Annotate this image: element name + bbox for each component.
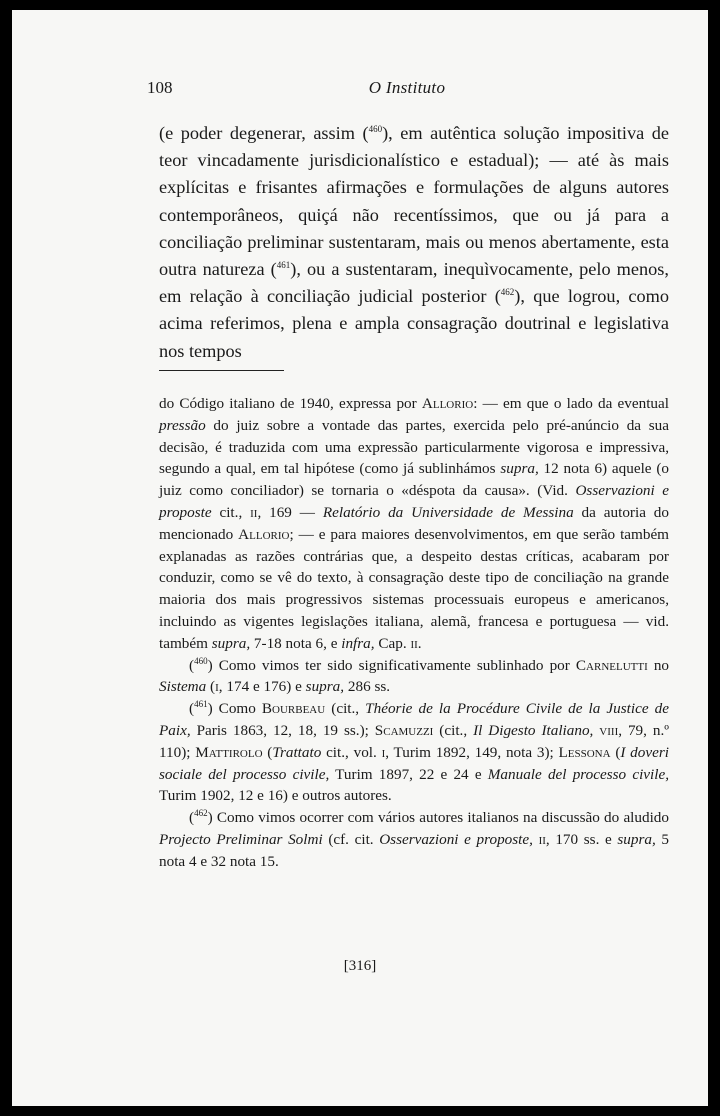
main-paragraph (159, 120, 669, 365)
text-run: (cit., (325, 700, 366, 718)
work-title: Il Digesto Italiano, (473, 721, 594, 739)
text-run: ) Como vimos ter sido significativamente sublinhado por (207, 656, 576, 674)
text-run: 286 ss. (344, 678, 391, 696)
note-ref-462: 462 (500, 287, 515, 298)
text-run: , 79, n.º 110); (159, 721, 669, 761)
note-ref-461: 461 (276, 259, 291, 270)
footnote-number: 462 (194, 808, 208, 819)
text-run: , 170 ss. e (545, 830, 618, 848)
text-run: ( (189, 809, 195, 827)
text-run: . (417, 634, 422, 652)
author-name: Scamuzzi (374, 721, 434, 739)
page-reference: [316] (343, 958, 377, 974)
text-run: do Código italiano de 1940, expressa por (159, 395, 422, 412)
text-run: 7-18 nota 6, e (250, 634, 342, 652)
italic-run: supra, (617, 830, 656, 848)
author-name: Allorio (238, 525, 290, 543)
text-run: ( (206, 678, 216, 696)
text-run: ), em autêntica solução impositiva de teor vincadamente jurisdicionalístico e estadual); — até às mais explícitas e frisantes afirmações e formulações de alguns autores contemporâneos, quiçá não recentíssimos, que ou já para a conciliação preliminar sustentaram, mais ou menos abertamente, esta outra natureza ( (159, 123, 669, 280)
text-run: (e poder degenerar, assim ( (159, 123, 369, 143)
text-run: , 169 — (257, 503, 323, 521)
italic-run: pressão (159, 416, 206, 434)
text-run: Turim 1897, 22 e 24 e (329, 765, 488, 783)
text-run: do juiz sobre a vontade das partes, exercida pelo pré-anúncio da sua decisão, é traduzida com uma expressão particularmente vigorosa e impressiva, segundo a qual, em tal hipótese (como já sublinhámos (159, 416, 669, 478)
author-name: Carnelutti (575, 656, 648, 674)
text-run: cit., (211, 503, 251, 521)
work-title: Trattato (272, 743, 322, 761)
text-run: , Turim 1892, 149, nota 3); (385, 743, 559, 761)
text-run: Paris 1863, 12, 18, 19 ss.); (190, 721, 375, 739)
work-title: Osservazioni e proposte (159, 482, 669, 521)
text-run: ; — e para maiores desenvolvimentos, em que serão também explanadas as razões contrárias que, a despeito destas críticas, acabaram por conduzir, como se vê do texto, à consagração deste tipo de conciliação na grande maioria dos mais progressivos sistemas processuais europeus e americanos, incluindo as vigentes legislações italiana, alemã, francesa e portuguesa — vid. também (159, 525, 669, 652)
author-name: Lessona (558, 743, 611, 761)
work-title: Relatório da Universidade de Messina (322, 503, 574, 521)
volume-numeral: i (215, 678, 219, 696)
text-run: (cit., (433, 721, 474, 739)
text-run: Turim 1902, 12 e 16) e outros autores. (159, 787, 392, 805)
running-title: O Instituto (368, 78, 446, 97)
text-run: ( (189, 656, 195, 674)
footnote-separator (159, 370, 284, 371)
text-run: cit., vol. (321, 743, 382, 761)
note-ref-460: 460 (368, 123, 383, 134)
book-page (12, 10, 708, 1106)
text-run: ), ou a sustentaram, inequìvocamente, pelo menos, em relação à conciliação judicial posterior ( (159, 259, 669, 307)
author-name: Bourbeau (261, 700, 326, 718)
text-run: da autoria do mencionado (159, 503, 669, 543)
text-run: ) Como vimos ocorrer com vários autores italianos na discussão do aludido (207, 809, 669, 827)
work-title: I doveri sociale del processo civile, (159, 743, 669, 783)
text-run: , 174 e 176) e (218, 678, 306, 696)
page-header (147, 78, 667, 102)
volume-numeral: ii (410, 634, 418, 652)
text-run: Cap. (374, 634, 411, 652)
work-title: Osservazioni e proposte, (379, 830, 533, 848)
page-number: 108 (147, 78, 173, 97)
italic-run: supra, (500, 460, 539, 478)
text-run: 5 nota 4 e 32 nota 15. (159, 830, 670, 870)
author-name: Mattirolo (195, 743, 263, 761)
work-title: Projecto Preliminar Solmi (159, 830, 323, 848)
text-run: ( (189, 700, 195, 718)
text-run: (cf. cit. (322, 830, 380, 848)
volume-numeral: ii (538, 830, 546, 848)
text-run: 12 nota 6) aquele (o juiz como conciliador) se tornaria o «déspota da causa». (Vid. (159, 460, 669, 500)
text-run: ), que logrou, como acima referimos, plena e ampla consagração doutrinal e legislativa nos tempos (159, 286, 669, 361)
italic-run: supra, (211, 634, 251, 652)
text-run: ( (262, 743, 273, 761)
main-text (159, 120, 669, 365)
footnote-number: 461 (194, 699, 208, 710)
text-run: ( (610, 743, 621, 761)
volume-numeral: ii (250, 503, 258, 521)
footnote-number: 460 (194, 655, 208, 666)
footnote-461 (159, 698, 669, 807)
footnote-continuation (159, 393, 669, 655)
footnote-462 (159, 807, 669, 872)
footnotes (159, 393, 669, 873)
volume-numeral: viii (599, 721, 619, 739)
work-title: Théorie de la Procédure Civile de la Justice de Paix, (159, 700, 669, 739)
text-run: : — em que o lado da eventual (473, 395, 669, 412)
footnote-460 (159, 655, 669, 699)
text-run: ) Como (207, 700, 262, 718)
author-name: Allorio (421, 395, 474, 412)
work-title: Sistema (159, 678, 207, 696)
volume-numeral: i (381, 743, 386, 761)
italic-run: supra, (305, 678, 345, 696)
italic-run: infra, (341, 634, 375, 652)
work-title: Manuale del processo civile, (487, 765, 670, 783)
text-run: no (647, 656, 670, 674)
